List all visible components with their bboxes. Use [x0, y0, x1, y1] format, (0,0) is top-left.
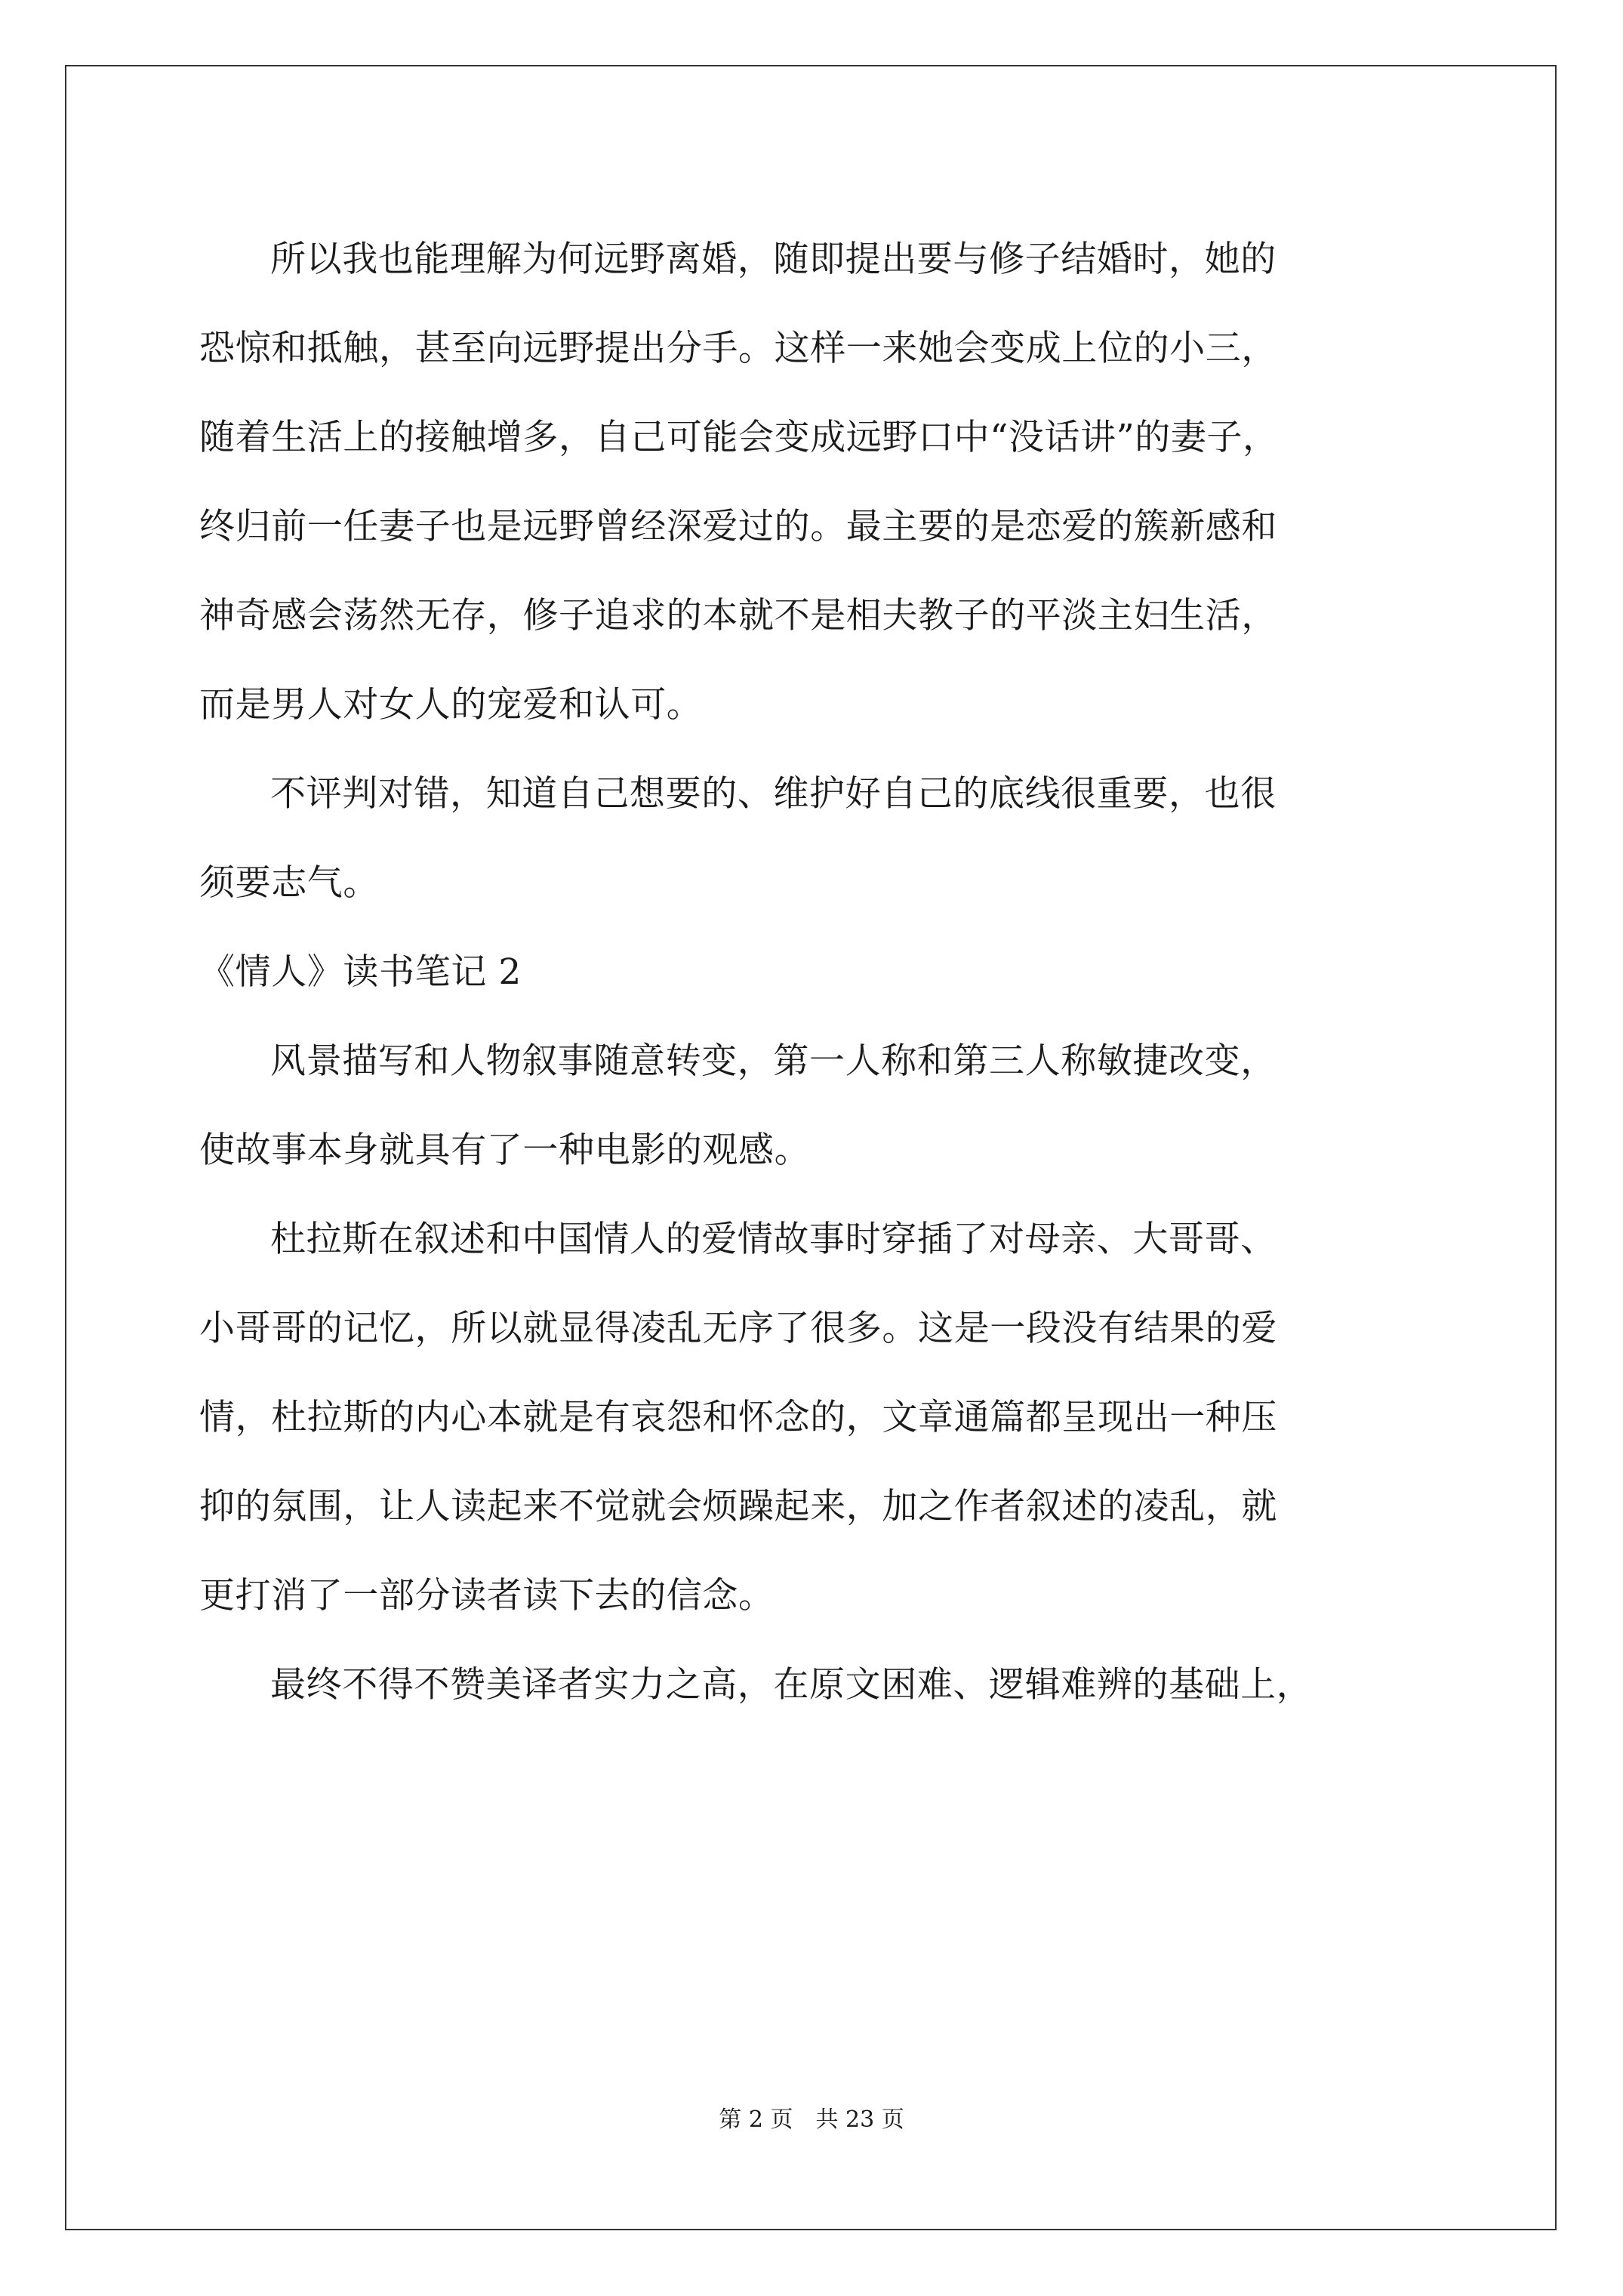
text-line: 更打消了一部分读者读下去的信念。 — [199, 1575, 775, 1616]
text-line: 情，杜拉斯的内心本就是有哀怨和怀念的，文章通篇都呈现出一种压 — [199, 1397, 1277, 1438]
text-line: 最终不得不赞美译者实力之高，在原文困难、逻辑难辨的基础上， — [270, 1664, 1313, 1706]
text-line: 抑的氛围，让人读起来不觉就会烦躁起来，加之作者叙述的凌乱，就 — [199, 1486, 1277, 1527]
text-line: 随着生活上的接触增多，自己可能会变成远野口中“没话讲”的妻子， — [199, 417, 1279, 458]
page-number-footer: 第 2 页 共 23 页 — [719, 2106, 904, 2133]
section-heading: 《情人》读书笔记 2 — [199, 951, 522, 993]
text-line: 使故事本身就具有了一种电影的观感。 — [199, 1130, 811, 1171]
document-body — [199, 215, 1452, 1730]
text-line: 小哥哥的记忆，所以就显得凌乱无序了很多。这是一段没有结果的爱 — [199, 1308, 1277, 1349]
text-line: 终归前一任妻子也是远野曾经深爱过的。最主要的是恋爱的簇新感和 — [199, 506, 1277, 547]
text-line: 而是男人对女人的宠爱和认可。 — [199, 684, 703, 726]
text-line: 不评判对错，知道自己想要的、维护好自己的底线很重要，也很 — [270, 773, 1277, 815]
text-line: 神奇感会荡然无存，修子追求的本就不是相夫教子的平淡主妇生活， — [199, 595, 1277, 636]
text-line: 恐惊和抵触，甚至向远野提出分手。这样一来她会变成上位的小三， — [199, 328, 1277, 369]
text-line: 须要志气。 — [199, 862, 379, 904]
text-line: 杜拉斯在叙述和中国情人的爱情故事时穿插了对母亲、大哥哥、 — [270, 1219, 1277, 1260]
text-line: 风景描写和人物叙事随意转变，第一人称和第三人称敏捷改变， — [270, 1040, 1277, 1082]
text-line: 所以我也能理解为何远野离婚，随即提出要与修子结婚时，她的 — [270, 239, 1277, 280]
